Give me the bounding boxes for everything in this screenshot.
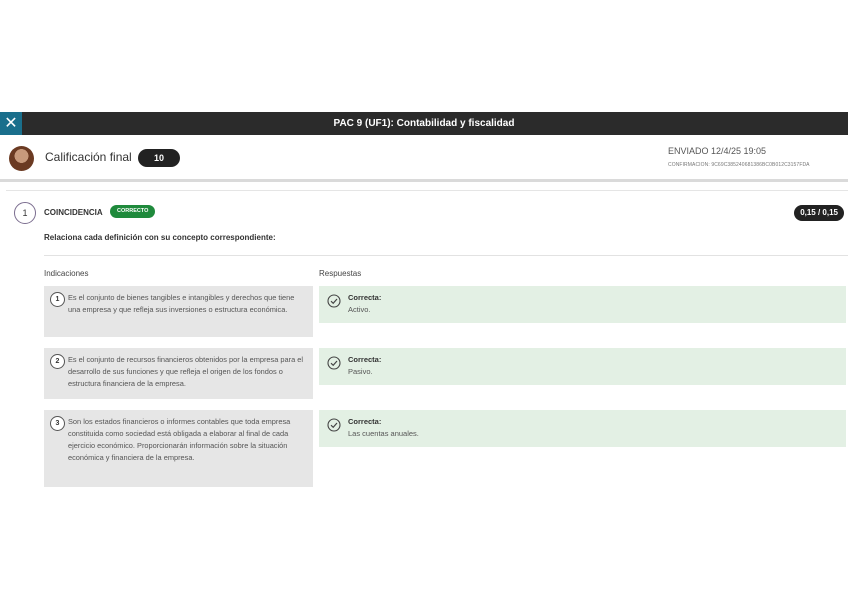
- answer-value: Las cuentas anuales.: [348, 429, 419, 438]
- final-grade-label: Calificación final: [45, 150, 132, 164]
- confirmation-code: CONFIRMACIÓN: 9C69C385240681386BC0B012C3157FDA: [668, 162, 810, 168]
- answer-result: Correcta:: [348, 355, 382, 364]
- check-circle-icon: [327, 356, 341, 370]
- indication-card: [44, 410, 313, 487]
- answer-value: Activo.: [348, 305, 371, 314]
- answer-result: Correcta:: [348, 293, 382, 302]
- indication-card: [44, 348, 313, 399]
- final-grade-value: 10: [138, 149, 180, 167]
- grade-header: [0, 135, 848, 182]
- indication-number: 2: [50, 354, 65, 369]
- answers-header: Respuestas: [319, 269, 362, 278]
- top-bar: [0, 112, 848, 135]
- answer-card: [319, 410, 846, 447]
- answer-result: Correcta:: [348, 417, 382, 426]
- question-score: 0,15 / 0,15: [794, 205, 844, 221]
- indication-card: [44, 286, 313, 337]
- answer-card: [319, 348, 846, 385]
- check-circle-icon: [327, 294, 341, 308]
- page-title: PAC 9 (UF1): Contabilidad y fiscalidad: [333, 118, 515, 129]
- indication-text: Son los estados financieros o informes contables que toda empresa constituida como sociedad está obligada a elaborar al final de cada ejercicio económico. Proporcionarán información sobre la situación económica y financiera de la empresa.: [68, 417, 291, 462]
- indication-number: 1: [50, 292, 65, 307]
- submission-date: ENVIADO 12/4/25 19:05: [668, 146, 767, 156]
- question-prompt: Relaciona cada definición con su concepto correspondiente:: [44, 233, 276, 242]
- indication-text: Es el conjunto de bienes tangibles e intangibles y derechos que tiene una empresa y que refleja sus inversiones o estructura económica.: [68, 293, 295, 314]
- indication-number: 3: [50, 416, 65, 431]
- answer-card: [319, 286, 846, 323]
- question-card: [6, 190, 848, 487]
- answer-value: Pasivo.: [348, 367, 373, 376]
- avatar: [9, 146, 34, 171]
- check-circle-icon: [327, 418, 341, 432]
- question-number: 1: [14, 202, 36, 224]
- question-type: COINCIDENCIA: [44, 208, 103, 217]
- indications-header: Indicaciones: [44, 269, 89, 278]
- indication-text: Es el conjunto de recursos financieros obtenidos por la empresa para el desarrollo de sus funciones y que refleja el origen de los fondos o estructura financiera de la empresa.: [68, 355, 303, 388]
- close-icon: ✕: [4, 115, 18, 132]
- status-badge: CORRECTO: [110, 205, 155, 218]
- divider: [44, 255, 848, 256]
